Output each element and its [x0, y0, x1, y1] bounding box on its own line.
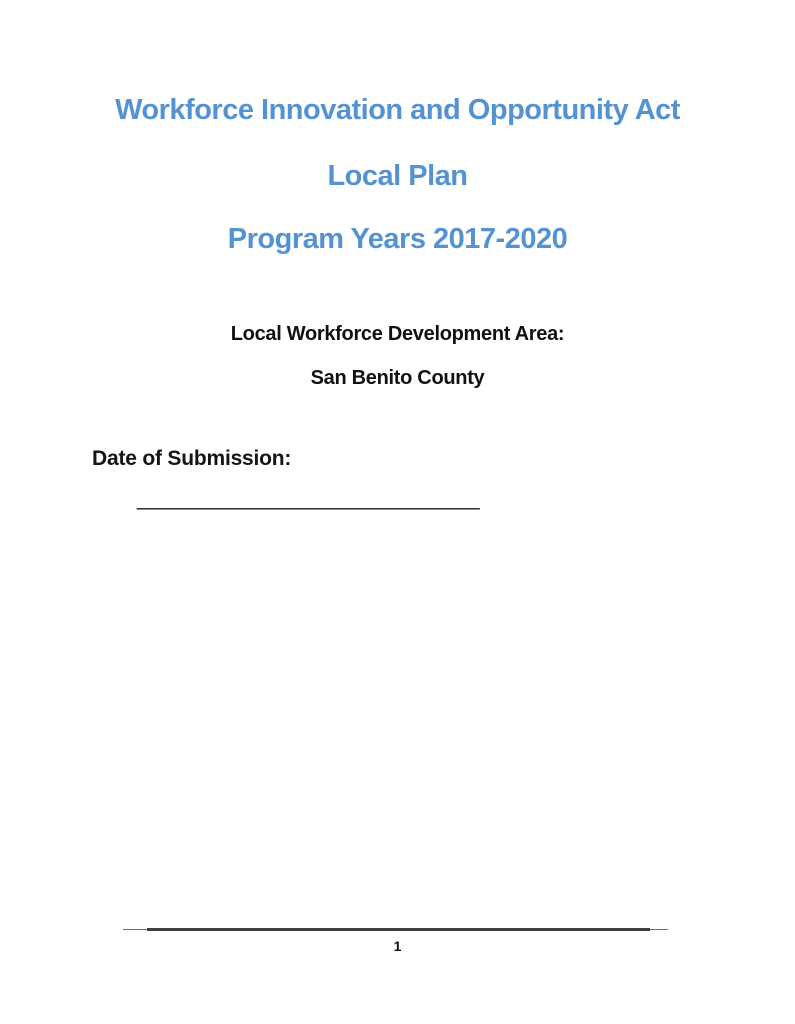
document-title-line-3: Program Years 2017-2020	[227, 223, 568, 255]
footer-divider-line-thick	[147, 928, 650, 931]
page-number: 1	[393, 938, 402, 954]
date-of-submission-label: Date of Submission:	[92, 447, 292, 470]
document-title-line-2: Local Plan	[327, 160, 468, 192]
date-of-submission-blank-line: ____________________________	[137, 485, 480, 510]
document-title-line-1: Workforce Innovation and Opportunity Act	[115, 94, 680, 126]
local-workforce-area-value: San Benito County	[310, 367, 485, 389]
local-workforce-area-label: Local Workforce Development Area:	[230, 323, 565, 345]
